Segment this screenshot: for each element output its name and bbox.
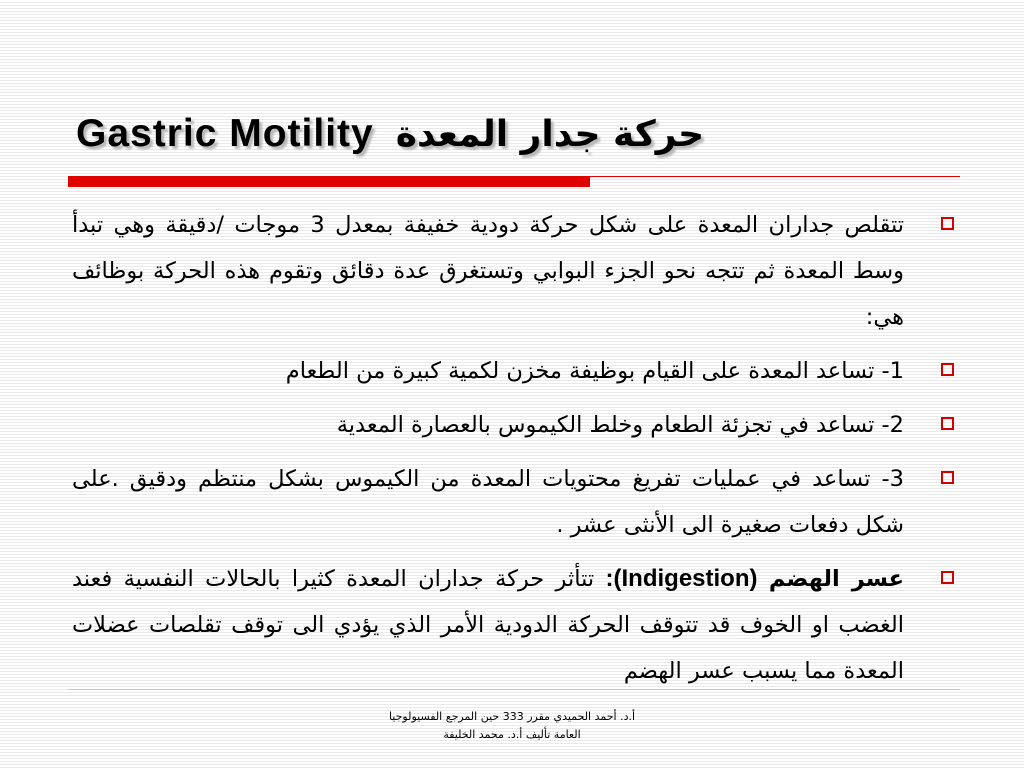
indigestion-heading-arabic: عسر الهضم bbox=[768, 566, 905, 592]
list-item bbox=[72, 456, 962, 548]
hollow-square-icon bbox=[941, 217, 954, 230]
bullet-list bbox=[72, 202, 962, 702]
title-underline-bar bbox=[68, 177, 590, 187]
hollow-square-icon bbox=[941, 471, 954, 484]
footer-line-1: أ.د. أحمد الحميدي مقرر 333 حين المرجع الفسيولوجيا bbox=[388, 710, 636, 723]
list-item bbox=[72, 402, 962, 448]
indigestion-heading-english: (Indigestion): bbox=[605, 565, 758, 592]
slide-title bbox=[76, 104, 976, 164]
list-item bbox=[72, 348, 962, 394]
title-english: Gastric Motility bbox=[76, 112, 374, 155]
footer-line-2: العامة تأليف أ.د. محمد الخليفة bbox=[443, 728, 581, 741]
footer-divider bbox=[68, 689, 960, 690]
list-item-indigestion bbox=[72, 556, 962, 694]
item-text: 3- تساعد في عمليات تفريغ محتويات المعدة من الكيموس بشكل منتظم ودقيق .على شكل دفعات صغيرة الى الأنثى عشر . bbox=[72, 466, 904, 538]
hollow-square-icon bbox=[941, 571, 954, 584]
title-arabic: حركة جدار المعدة bbox=[395, 113, 705, 155]
footer-citation bbox=[300, 708, 724, 744]
item-text: 2- تساعد في تجزئة الطعام وخلط الكيموس بالعصارة المعدية bbox=[336, 412, 904, 438]
item-text: 1- تساعد المعدة على القيام بوظيفة مخزن لكمية كبيرة من الطعام bbox=[285, 358, 904, 384]
hollow-square-icon bbox=[941, 417, 954, 430]
item-text: تتقلص جداران المعدة على شكل حركة دودية خفيفة بمعدل 3 موجات /دقيقة وهي تبدأ وسط المعدة ثم تتجه نحو الجزء البوابي وتستغرق عدة دقائق وتقوم هذه الحركة بوظائف هي: bbox=[72, 212, 905, 330]
hollow-square-icon bbox=[941, 363, 954, 376]
item-text: تتأثر حركة جداران المعدة كثيرا بالحالات النفسية فعند الغضب او الخوف قد تتوقف الحركة الدودية الأمر الذي يؤدي الى توقف تقلصات عضلات المعدة مما يسبب عسر الهضم bbox=[72, 566, 904, 684]
list-item bbox=[72, 202, 962, 340]
